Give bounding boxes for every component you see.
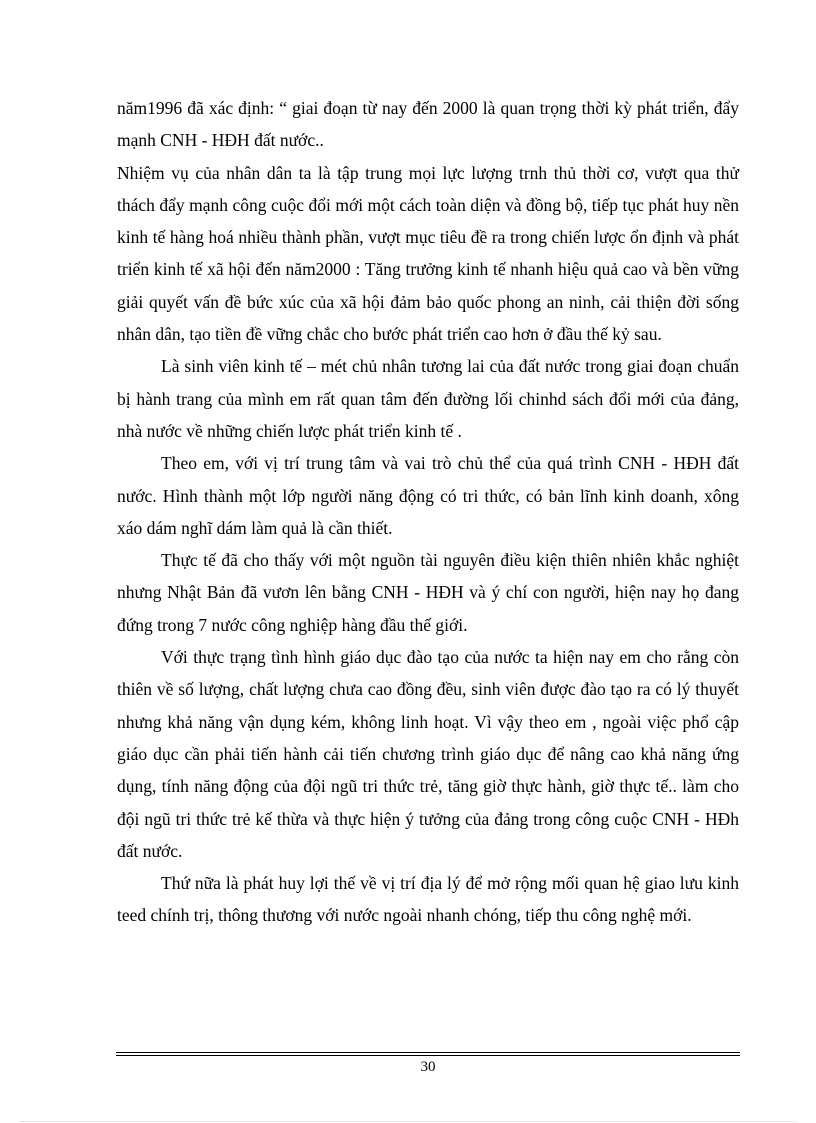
footer-divider-top: [116, 1052, 740, 1053]
paragraph-6: Với thực trạng tình hình giáo dục đào tạo của nước ta hiện nay em cho rằng còn thiên về số lượng, chất lượng chưa cao đồng đều, sinh viên được đào tạo ra có lý thuyết nhưng khả năng vận dụng kém, không linh hoạt. Vì vậy theo em , ngoài việc phổ cập giáo dục cần phải tiến hành cải tiến chương trình giáo dục để nâng cao khả năng ứng dụng, tính năng động của đội ngũ tri thức trẻ, tăng giờ thực hành, giờ thực tế.. làm cho đội ngũ tri thức trẻ kế thừa và thực hiện ý tưởng của đảng trong công cuộc CNH - HĐh đất nước.: [117, 647, 739, 861]
paragraph-1: năm1996 đã xác định: “ giai đoạn từ nay đến 2000 là quan trọng thời kỳ phát triển, đẩy mạnh CNH - HĐH đất nước..: [117, 98, 739, 151]
paragraph-3: Là sinh viên kinh tế – mét chủ nhân tương lai của đất nước trong giai đoạn chuẩn bị hành trang của mình em rất quan tâm đến đường lối chinhd sách đổi mới của đảng, nhà nước về những chiến lược phát triển kinh tế .: [117, 356, 739, 441]
page-bottom-border: [20, 1121, 796, 1122]
document-body: [117, 92, 739, 932]
page-number: 30: [420, 1059, 436, 1075]
paragraph-2: Nhiệm vụ của nhân dân ta là tập trung mọi lực lượng trnh thủ thời cơ, vượt qua thử thách đẩy mạnh công cuộc đổi mới một cách toàn diện và đồng bộ, tiếp tục phát huy nền kinh tế hàng hoá nhiều thành phần, vượt mục tiêu đề ra trong chiến lược ổn định và phát triển kinh tế xã hội đến năm2000 : Tăng trưởng kinh tế nhanh hiệu quả cao và bền vững giải quyết vấn đề bức xúc của xã hội đảm bảo quốc phong an ninh, cải thiện đời sống nhân dân, tạo tiền đề vững chắc cho bước phát triển cao hơn ở đầu thế kỷ sau.: [117, 162, 739, 345]
paragraph-4: Theo em, với vị trí trung tâm và vai trò chủ thể của quá trình CNH - HĐH đất nước. Hình thành một lớp người năng động có tri thức, có bản lĩnh kinh doanh, xông xáo dám nghĩ dám làm quả là cần thiết.: [117, 453, 739, 538]
paragraph-5: Thực tế đã cho thấy với một nguồn tài nguyên điều kiện thiên nhiên khắc nghiệt nhưng Nhật Bản đã vươn lên bằng CNH - HĐH và ý chí con người, hiện nay họ đang đứng trong 7 nước công nghiệp hàng đầu thế giới.: [117, 550, 739, 635]
paragraph-7: Thứ nữa là phát huy lợi thế về vị trí địa lý để mở rộng mối quan hệ giao lưu kinh teed chính trị, thông thương với nước ngoài nhanh chóng, tiếp thu công nghệ mới.: [117, 873, 739, 926]
footer-divider-bottom: [116, 1055, 740, 1056]
